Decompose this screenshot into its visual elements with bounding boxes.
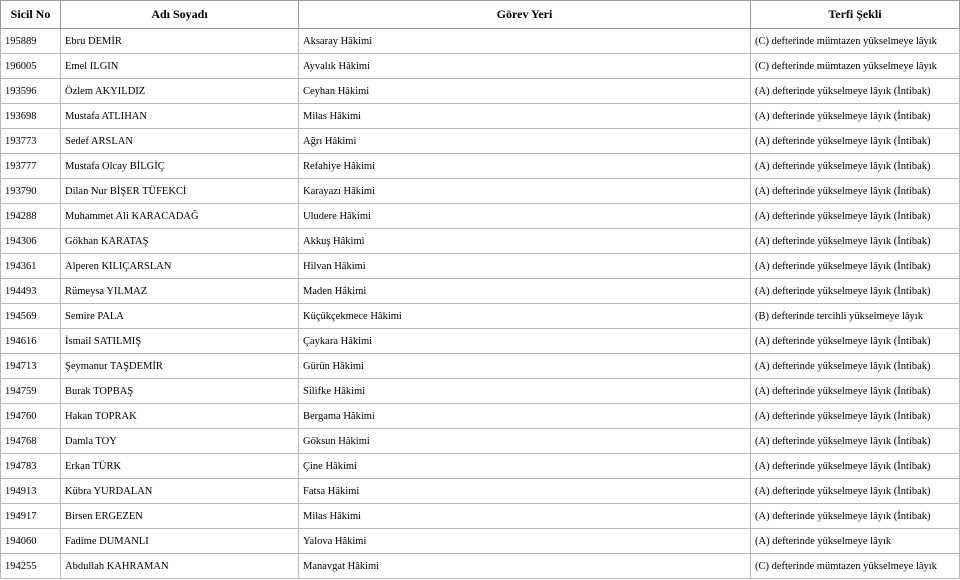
cell-gorev-yeri: Uludere Hâkimi (299, 204, 751, 229)
cell-sicil-no: 194760 (1, 404, 61, 429)
cell-sicil-no: 194306 (1, 229, 61, 254)
cell-gorev-yeri: Fatsa Hâkimi (299, 479, 751, 504)
cell-adi-soyadi: Sedef ARSLAN (61, 129, 299, 154)
cell-gorev-yeri: Hilvan Hâkimi (299, 254, 751, 279)
cell-gorev-yeri: Küçükçekmece Hâkimi (299, 304, 751, 329)
cell-adi-soyadi: Alperen KILIÇARSLAN (61, 254, 299, 279)
header-sicil-no: Sicil No (1, 1, 61, 29)
table-row (1, 54, 960, 79)
cell-terfi-sekli: (C) defterinde mümtazen yükselmeye lâyık (751, 29, 960, 54)
table-row (1, 454, 960, 479)
cell-terfi-sekli: (A) defterinde yükselmeye lâyık (İntibak) (751, 354, 960, 379)
table-row (1, 254, 960, 279)
cell-gorev-yeri: Silifke Hâkimi (299, 379, 751, 404)
table-row (1, 379, 960, 404)
cell-adi-soyadi: Dilan Nur BİŞER TÜFEKCİ (61, 179, 299, 204)
cell-sicil-no: 194288 (1, 204, 61, 229)
table-row (1, 154, 960, 179)
table-row (1, 129, 960, 154)
cell-sicil-no: 194759 (1, 379, 61, 404)
table-row (1, 554, 960, 579)
table-row (1, 279, 960, 304)
cell-sicil-no: 193596 (1, 79, 61, 104)
cell-gorev-yeri: Akkuş Hâkimi (299, 229, 751, 254)
cell-sicil-no: 194569 (1, 304, 61, 329)
table-row (1, 304, 960, 329)
cell-gorev-yeri: Manavgat Hâkimi (299, 554, 751, 579)
cell-sicil-no: 196005 (1, 54, 61, 79)
cell-terfi-sekli: (A) defterinde yükselmeye lâyık (İntibak) (751, 479, 960, 504)
cell-sicil-no: 194493 (1, 279, 61, 304)
cell-terfi-sekli: (C) defterinde mümtazen yükselmeye lâyık (751, 554, 960, 579)
cell-terfi-sekli: (A) defterinde yükselmeye lâyık (İntibak) (751, 129, 960, 154)
cell-sicil-no: 194768 (1, 429, 61, 454)
cell-gorev-yeri: Maden Hâkimi (299, 279, 751, 304)
cell-sicil-no: 193698 (1, 104, 61, 129)
cell-sicil-no: 194917 (1, 504, 61, 529)
cell-terfi-sekli: (A) defterinde yükselmeye lâyık (İntibak) (751, 379, 960, 404)
cell-terfi-sekli: (A) defterinde yükselmeye lâyık (İntibak) (751, 454, 960, 479)
cell-sicil-no: 195889 (1, 29, 61, 54)
cell-adi-soyadi: Emel ILGIN (61, 54, 299, 79)
cell-gorev-yeri: Ağrı Hâkimi (299, 129, 751, 154)
cell-adi-soyadi: Şeymanur TAŞDEMİR (61, 354, 299, 379)
cell-gorev-yeri: Gürün Hâkimi (299, 354, 751, 379)
cell-adi-soyadi: Mustafa Olcay BİLGİÇ (61, 154, 299, 179)
table-row (1, 529, 960, 554)
table-row (1, 204, 960, 229)
cell-terfi-sekli: (C) defterinde mümtazen yükselmeye lâyık (751, 54, 960, 79)
cell-terfi-sekli: (B) defterinde tercihli yükselmeye lâyık (751, 304, 960, 329)
cell-adi-soyadi: Mustafa ATLIHAN (61, 104, 299, 129)
cell-gorev-yeri: Çaykara Hâkimi (299, 329, 751, 354)
cell-terfi-sekli: (A) defterinde yükselmeye lâyık (İntibak) (751, 279, 960, 304)
cell-adi-soyadi: Muhammet Ali KARACADAĞ (61, 204, 299, 229)
cell-terfi-sekli: (A) defterinde yükselmeye lâyık (İntibak) (751, 504, 960, 529)
cell-adi-soyadi: Erkan TÜRK (61, 454, 299, 479)
table-row (1, 29, 960, 54)
table-row (1, 354, 960, 379)
cell-adi-soyadi: Özlem AKYILDIZ (61, 79, 299, 104)
cell-gorev-yeri: Bergama Hâkimi (299, 404, 751, 429)
cell-sicil-no: 194783 (1, 454, 61, 479)
cell-sicil-no: 193777 (1, 154, 61, 179)
table-row (1, 329, 960, 354)
cell-terfi-sekli: (A) defterinde yükselmeye lâyık (İntibak) (751, 179, 960, 204)
cell-sicil-no: 194361 (1, 254, 61, 279)
cell-terfi-sekli: (A) defterinde yükselmeye lâyık (İntibak) (751, 429, 960, 454)
cell-adi-soyadi: Hakan TOPRAK (61, 404, 299, 429)
header-gorev-yeri: Görev Yeri (299, 1, 751, 29)
table-row (1, 179, 960, 204)
cell-sicil-no: 194060 (1, 529, 61, 554)
table-row (1, 229, 960, 254)
cell-adi-soyadi: Ebru DEMİR (61, 29, 299, 54)
cell-gorev-yeri: Çine Hâkimi (299, 454, 751, 479)
cell-sicil-no: 193790 (1, 179, 61, 204)
table-row (1, 479, 960, 504)
cell-adi-soyadi: Semire PALA (61, 304, 299, 329)
cell-sicil-no: 194713 (1, 354, 61, 379)
cell-gorev-yeri: Göksun Hâkimi (299, 429, 751, 454)
cell-terfi-sekli: (A) defterinde yükselmeye lâyık (İntibak) (751, 229, 960, 254)
cell-adi-soyadi: Damla TOY (61, 429, 299, 454)
table-row (1, 79, 960, 104)
cell-sicil-no: 193773 (1, 129, 61, 154)
cell-adi-soyadi: Abdullah KAHRAMAN (61, 554, 299, 579)
cell-sicil-no: 194255 (1, 554, 61, 579)
cell-terfi-sekli: (A) defterinde yükselmeye lâyık (İntibak) (751, 154, 960, 179)
cell-terfi-sekli: (A) defterinde yükselmeye lâyık (İntibak) (751, 79, 960, 104)
cell-gorev-yeri: Ceyhan Hâkimi (299, 79, 751, 104)
cell-adi-soyadi: Fadime DUMANLI (61, 529, 299, 554)
header-terfi-sekli: Terfi Şekli (751, 1, 960, 29)
table-row (1, 429, 960, 454)
table-row (1, 104, 960, 129)
cell-terfi-sekli: (A) defterinde yükselmeye lâyık (751, 529, 960, 554)
cell-terfi-sekli: (A) defterinde yükselmeye lâyık (İntibak) (751, 254, 960, 279)
cell-terfi-sekli: (A) defterinde yükselmeye lâyık (İntibak) (751, 204, 960, 229)
header-row (1, 1, 960, 29)
table-row (1, 404, 960, 429)
cell-gorev-yeri: Karayazı Hâkimi (299, 179, 751, 204)
cell-terfi-sekli: (A) defterinde yükselmeye lâyık (İntibak) (751, 329, 960, 354)
cell-terfi-sekli: (A) defterinde yükselmeye lâyık (İntibak) (751, 104, 960, 129)
cell-gorev-yeri: Milas Hâkimi (299, 104, 751, 129)
cell-gorev-yeri: Refahiye Hâkimi (299, 154, 751, 179)
cell-adi-soyadi: Gökhan KARATAŞ (61, 229, 299, 254)
cell-gorev-yeri: Milas Hâkimi (299, 504, 751, 529)
cell-gorev-yeri: Yalova Hâkimi (299, 529, 751, 554)
cell-adi-soyadi: Birsen ERGEZEN (61, 504, 299, 529)
cell-gorev-yeri: Ayvalık Hâkimi (299, 54, 751, 79)
cell-sicil-no: 194616 (1, 329, 61, 354)
cell-adi-soyadi: Kübra YURDALAN (61, 479, 299, 504)
cell-terfi-sekli: (A) defterinde yükselmeye lâyık (İntibak) (751, 404, 960, 429)
cell-gorev-yeri: Aksaray Hâkimi (299, 29, 751, 54)
cell-adi-soyadi: Rümeysa YILMAZ (61, 279, 299, 304)
table-body (1, 29, 960, 579)
cell-adi-soyadi: İsmail SATILMIŞ (61, 329, 299, 354)
cell-sicil-no: 194913 (1, 479, 61, 504)
table-row (1, 504, 960, 529)
header-adi-soyadi: Adı Soyadı (61, 1, 299, 29)
cell-adi-soyadi: Burak TOPBAŞ (61, 379, 299, 404)
table-header (1, 1, 960, 29)
